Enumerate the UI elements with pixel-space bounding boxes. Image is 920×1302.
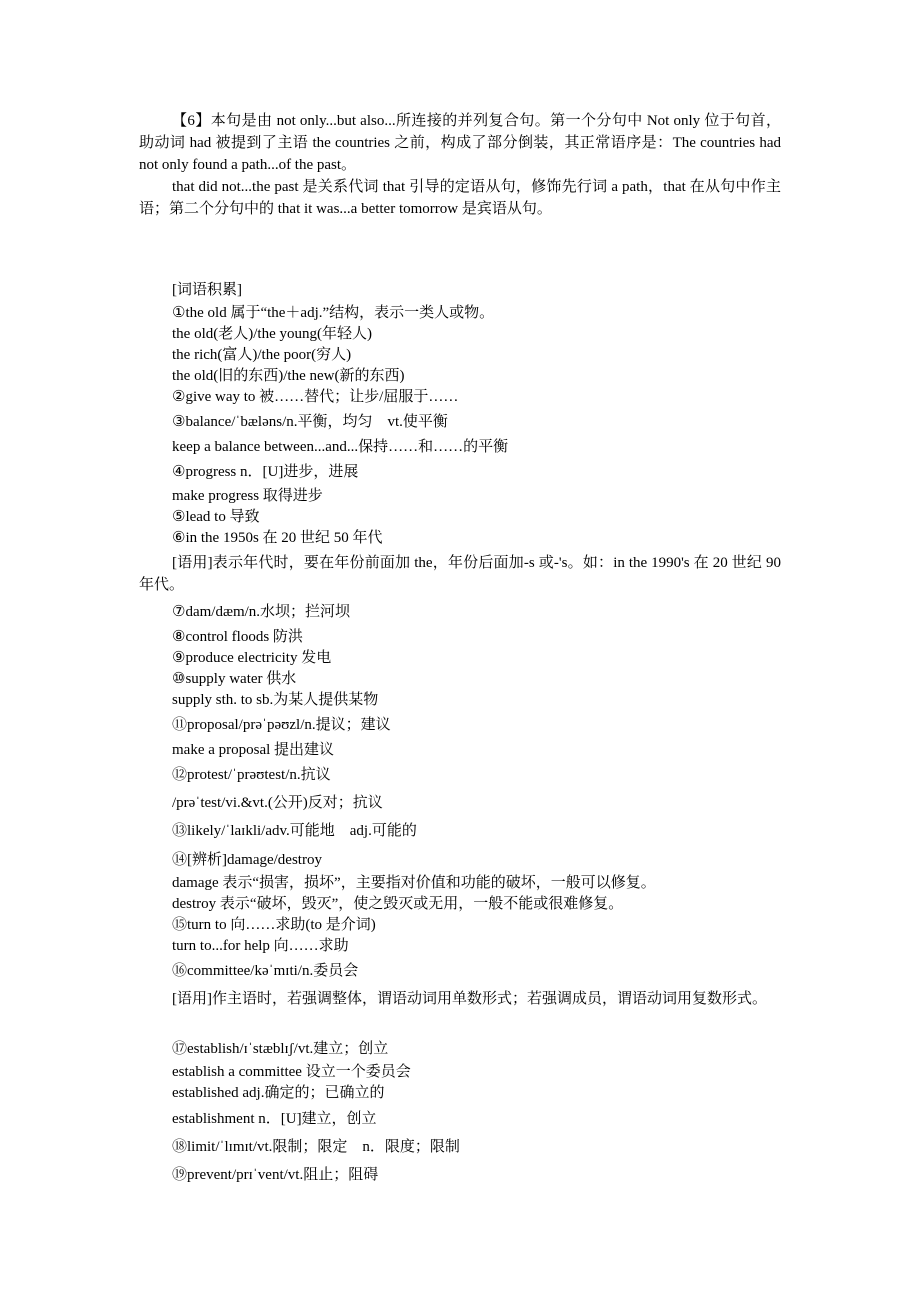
note-6-paragraph-1: 【6】本句是由 not only...but also...所连接的并列复合句。第一个分句中 Not only 位于句首，助动词 had 被提到了主语 the countries 之前，构成了部分倒装，其正常语序是：The countries had not only found a path...of the past。 [139, 113, 781, 173]
vocab-line: ⑰establish/ɪˈstæblɪʃ/vt.建立；创立 [172, 1041, 389, 1057]
usage-note-1: [语用]表示年代时，要在年份前面加 the，年份后面加-s 或-'s。如：in the 1990's 在 20 世纪 90 年代。 [139, 555, 781, 593]
vocab-line: ⑪proposal/prəˈpəʊzl/n.提议；建议 [172, 717, 391, 733]
vocab-line: the old(旧的东西)/the new(新的东西) [172, 368, 405, 384]
vocab-line: ⑱limit/ˈlɪmɪt/vt.限制；限定 n．限度；限制 [172, 1139, 460, 1155]
vocab-line: establish a committee 设立一个委员会 [172, 1064, 411, 1080]
vocab-line: ③balance/ˈbæləns/n.平衡，均匀 vt.使平衡 [172, 414, 448, 430]
vocab-line: the old(老人)/the young(年轻人) [172, 326, 372, 342]
vocab-line: keep a balance between...and...保持……和……的平衡 [172, 439, 509, 455]
vocab-line: establishment n．[U]建立，创立 [172, 1111, 377, 1127]
vocab-line: established adj.确定的；已确立的 [172, 1085, 385, 1101]
vocab-heading: [词语积累] [172, 282, 242, 298]
vocab-line: ①the old 属于“the＋adj.”结构，表示一类人或物。 [172, 305, 495, 321]
vocab-line: ⑲prevent/prɪˈvent/vt.阻止；阻碍 [172, 1167, 379, 1183]
vocab-line: make progress 取得进步 [172, 488, 323, 504]
vocab-line: ⑮turn to 向……求助(to 是介词) [172, 917, 376, 933]
vocab-line: make a proposal 提出建议 [172, 742, 335, 758]
usage-note-2: [语用]作主语时，若强调整体，谓语动词用单数形式；若强调成员，谓语动词用复数形式。 [172, 991, 767, 1007]
vocab-line: ⑬likely/ˈlaɪkli/adv.可能地 adj.可能的 [172, 823, 417, 839]
vocab-line: ⑧control floods 防洪 [172, 629, 303, 645]
vocab-line: ⑥in the 1950s 在 20 世纪 50 年代 [172, 530, 383, 546]
vocab-line: destroy 表示“破坏，毁灭”，使之毁灭或无用，一般不能或很难修复。 [172, 896, 624, 912]
vocab-line: ④progress n．[U]进步，进展 [172, 464, 359, 480]
vocab-line: ⑭[辨析]damage/destroy [172, 852, 322, 868]
vocab-line: ⑩supply water 供水 [172, 671, 297, 687]
vocab-line: supply sth. to sb.为某人提供某物 [172, 692, 379, 708]
vocab-line: ⑯committee/kəˈmɪti/n.委员会 [172, 963, 359, 979]
vocab-line: ⑦dam/dæm/n.水坝；拦河坝 [172, 604, 351, 620]
vocab-line: turn to...for help 向……求助 [172, 938, 349, 954]
vocab-line: /prəˈtest/vi.&vt.(公开)反对；抗议 [172, 795, 383, 811]
vocab-line: ⑫protest/ˈprəʊtest/n.抗议 [172, 767, 331, 783]
vocab-line: ⑨produce electricity 发电 [172, 650, 332, 666]
vocab-line: ⑤lead to 导致 [172, 509, 260, 525]
vocab-line: the rich(富人)/the poor(穷人) [172, 347, 352, 363]
vocab-line: damage 表示“损害，损坏”，主要指对价值和功能的破坏，一般可以修复。 [172, 875, 656, 891]
vocab-line: ②give way to 被……替代；让步/屈服于…… [172, 389, 459, 405]
note-6-paragraph-2: that did not...the past 是关系代词 that 引导的定语从句，修饰先行词 a path，that 在从句中作主语；第二个分句中的 that it was...a better tomorrow 是宾语从句。 [139, 179, 781, 217]
